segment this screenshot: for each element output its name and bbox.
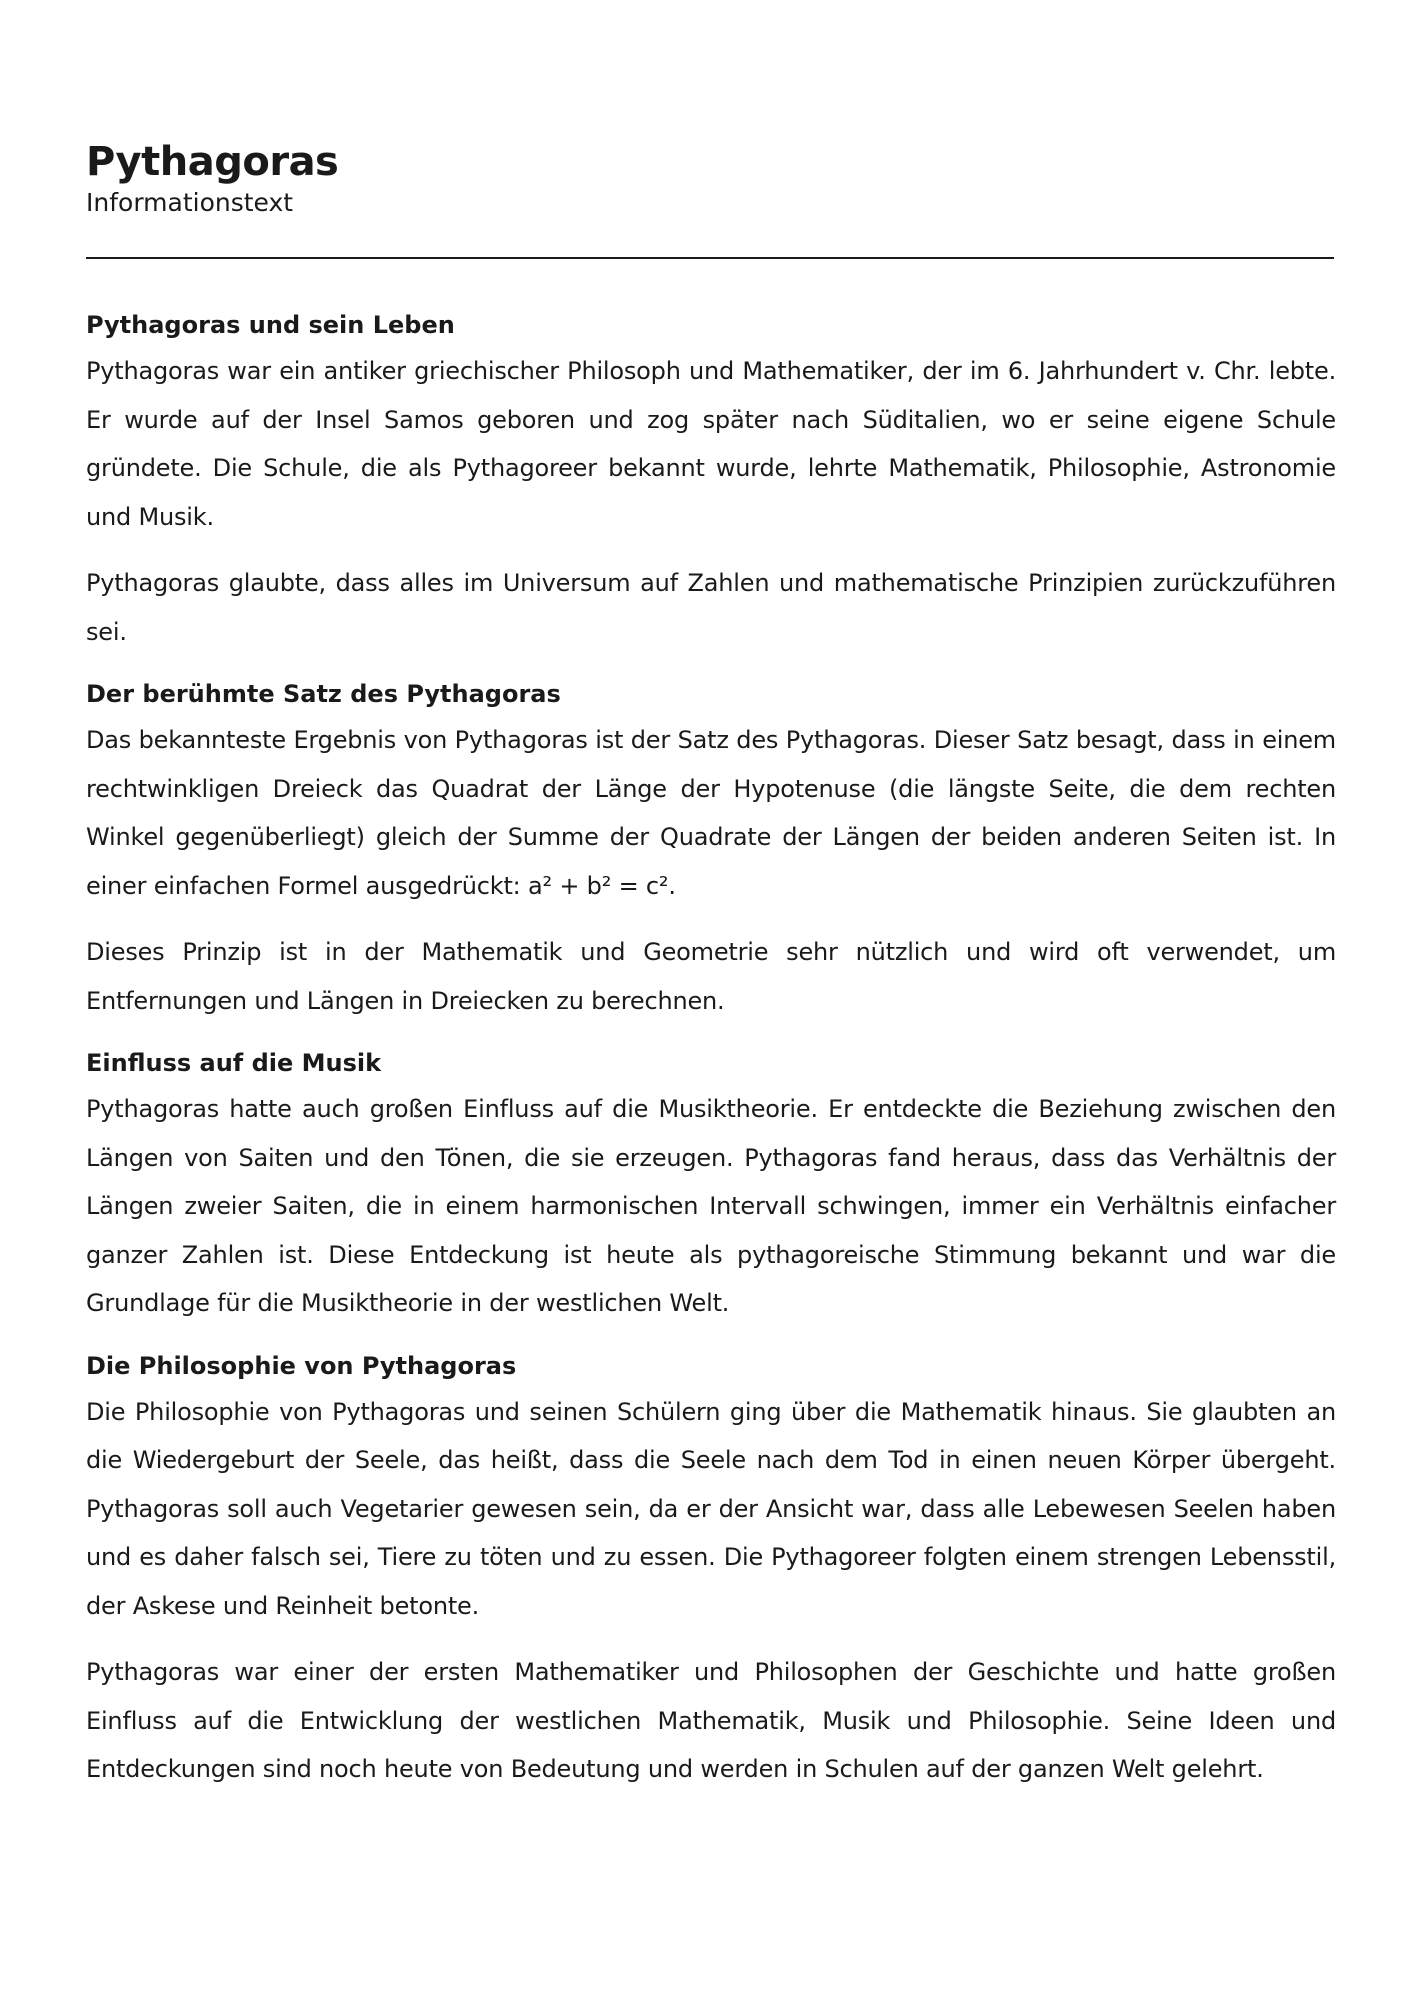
header-divider <box>86 257 1334 259</box>
section-musik <box>86 1041 1336 1328</box>
document-subtitle: Informationstext <box>86 188 294 217</box>
paragraph: Die Philosophie von Pythagoras und seinen Schülern ging über die Mathematik hinaus. Sie glaubten an die Wiedergeburt der Seele, das heißt, dass die Seele nach dem Tod in einen neuen Körper übergeht. Pythagoras soll auch Vegetarier gewesen sein, da er der Ansicht war, dass alle Lebewesen Seelen haben und es daher falsch sei, Tiere zu töten und zu essen. Die Pythagoreer folgten einem strengen Lebensstil, der Askese und Reinheit betonte. <box>86 1397 1336 1620</box>
paragraph: Pythagoras hatte auch großen Einfluss auf die Musiktheorie. Er entdeckte die Beziehung zwischen den Längen von Saiten und den Tönen, die sie erzeugen. Pythagoras fand heraus, dass das Verhältnis der Längen zweier Saiten, die in einem harmonischen Intervall schwingen, immer ein Verhältnis einfacher ganzer Zahlen ist. Diese Entdeckung ist heute als pythagoreische Stimmung bekannt und war die Grundlage für die Musiktheorie in der westlichen Welt. <box>86 1095 1336 1317</box>
paragraph: Pythagoras glaubte, dass alles im Universum auf Zahlen und mathematische Prinzipien zurückzuführen sei. <box>86 569 1336 646</box>
paragraph: Dieses Prinzip ist in der Mathematik und Geometrie sehr nützlich und wird oft verwendet, um Entfernungen und Längen in Dreiecken zu berechnen. <box>86 938 1336 1015</box>
document-title: Pythagoras <box>86 139 339 185</box>
document-page <box>86 138 1336 1810</box>
section-satz <box>86 672 1336 1025</box>
section-heading: Einfluss auf die Musik <box>86 1049 382 1077</box>
section-heading: Die Philosophie von Pythagoras <box>86 1351 517 1380</box>
section-heading: Der berühmte Satz des Pythagoras <box>86 680 561 708</box>
section-heading: Pythagoras und sein Leben <box>86 311 455 339</box>
section-philosophie <box>86 1344 1336 1794</box>
paragraph: Pythagoras war ein antiker griechischer Philosoph und Mathematiker, der im 6. Jahrhundert v. Chr. lebte. Er wurde auf der Insel Samos geboren und zog später nach Süditalien, wo er seine eigene Schule gründete. Die Schule, die als Pythagoreer bekannt wurde, lehrte Mathematik, Philosophie, Astronomie und Musik. <box>86 357 1336 531</box>
paragraph: Pythagoras war einer der ersten Mathematiker und Philosophen der Geschichte und hatte großen Einfluss auf die Entwicklung der westlichen Mathematik, Musik und Philosophie. Seine Ideen und Entdeckungen sind noch heute von Bedeutung und werden in Schulen auf der ganzen Welt gelehrt. <box>86 1658 1336 1783</box>
paragraph: Das bekannteste Ergebnis von Pythagoras ist der Satz des Pythagoras. Dieser Satz besagt, dass in einem rechtwinkligen Dreieck das Quadrat der Länge der Hypotenuse (die längste Seite, die dem rechten Winkel gegenüberliegt) gleich der Summe der Quadrate der Längen der beiden anderen Seiten ist. In einer einfachen Formel ausgedrückt: a² + b² = c². <box>86 726 1336 900</box>
section-leben <box>86 303 1336 656</box>
